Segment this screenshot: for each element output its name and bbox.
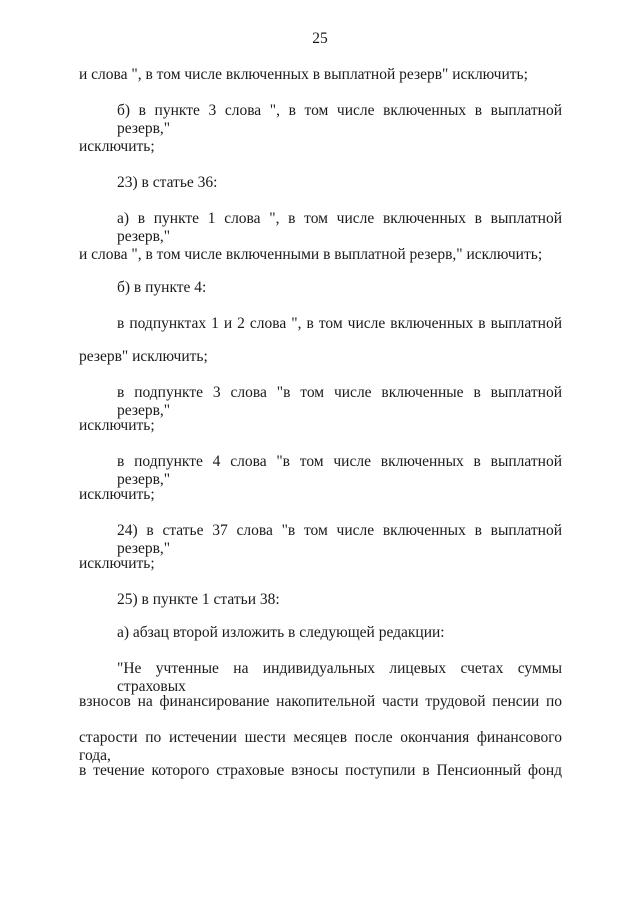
text-line: в подпункте 4 слова "в том числе включенных в выплатной резерв," — [117, 453, 562, 488]
text-line: б) в пункте 4: — [117, 279, 207, 296]
text-line: взносов на финансирование накопительной части трудовой пенсии по — [79, 693, 562, 710]
text-line: "Не учтенные на индивидуальных лицевых счетах суммы страховых — [117, 660, 562, 695]
text-line: 23) в статье 36: — [117, 174, 218, 191]
text-line: и слова ", в том числе включенных в выплатной резерв" исключить; — [79, 66, 528, 83]
text-line: исключить; — [79, 138, 155, 155]
text-line: а) в пункте 1 слова ", в том числе включенных в выплатной резерв," — [117, 210, 562, 245]
text-line: исключить; — [79, 417, 155, 434]
text-line: 25) в пункте 1 статьи 38: — [117, 591, 280, 608]
text-line: исключить; — [79, 555, 155, 572]
text-line: резерв" исключить; — [79, 348, 208, 365]
text-line: в подпунктах 1 и 2 слова ", в том числе включенных в выплатной — [117, 315, 562, 332]
text-line: и слова ", в том числе включенными в выплатной резерв," исключить; — [79, 246, 543, 263]
text-line: б) в пункте 3 слова ", в том числе включенных в выплатной резерв," — [117, 102, 562, 137]
page-number: 25 — [312, 30, 328, 47]
text-line: 24) в статье 37 слова "в том числе включенных в выплатной резерв," — [117, 522, 562, 557]
text-line: в течение которого страховые взносы поступили в Пенсионный фонд — [79, 762, 562, 779]
text-line: старости по истечении шести месяцев после окончания финансового года, — [79, 729, 562, 764]
text-line: исключить; — [79, 486, 155, 503]
text-line: в подпункте 3 слова "в том числе включенные в выплатной резерв," — [117, 384, 562, 419]
text-line: а) абзац второй изложить в следующей редакции: — [117, 624, 445, 641]
